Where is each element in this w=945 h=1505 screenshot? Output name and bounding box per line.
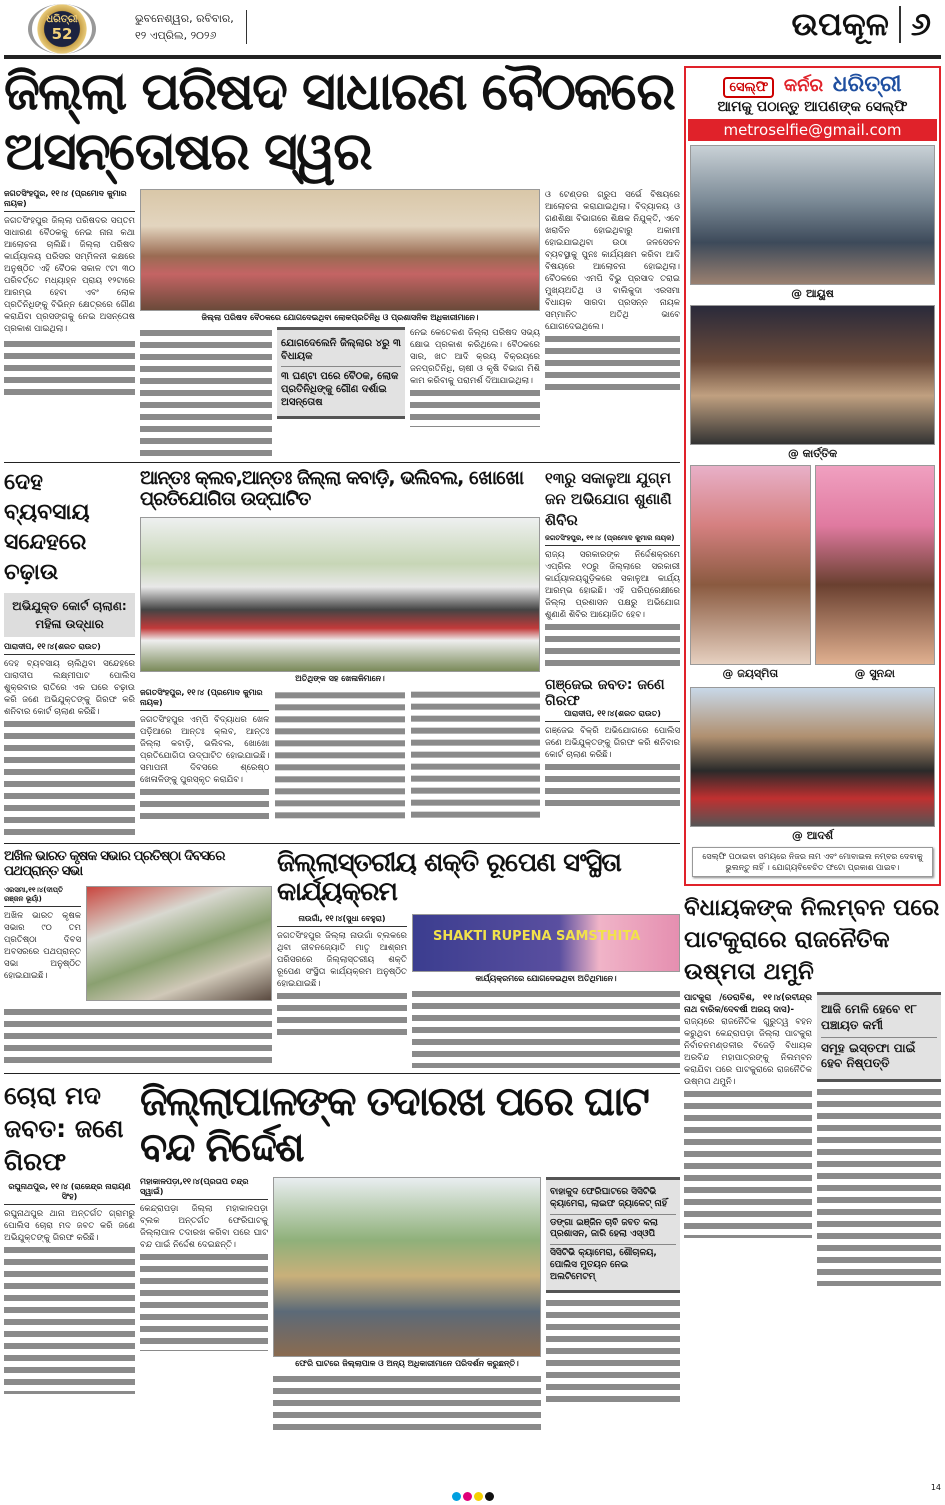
- story-sports-headline: ଆନ୍ତଃ କ୍ଲବ,ଆନ୍ତଃ ଜିଲ୍ଲା କବାଡ଼ି, ଭଲିବଲ, ଖୋଖୋ ପ୍ରତିଯୋଗିତା ଉଦ୍‌ଘାଟିତ: [140, 466, 524, 511]
- lead-col3: [410, 327, 540, 427]
- story-byline: ଜଗତସିଂହପୁର, ୧୧।୪ (ପ୍ରମୋଦ କୁମାର ନାୟକ): [140, 688, 269, 711]
- masthead-logo: [28, 4, 96, 54]
- selfie-brand-left: ସେଲ୍ଫି: [723, 77, 774, 98]
- story-body: ରାଜ୍ୟରେ ରାଜନୈତିକ ଗୁରୁତ୍ୱ ବହନ କରୁଥିବା କେନ୍ଦ୍ରାପଡ଼ା ଜିଲ୍ଲା ପାଟକୁରା ନିର୍ବାଚନମଣ୍ଡଳୀର ବିଜେଡ଼ି ବିଧାୟକ ଅରବିନ୍ଦ ମହାପାତ୍ରଙ୍କୁ ନିଲମ୍ବନ କରାଯିବା ପରେ ପାଟକୁରାରେ ରାଜନୈତିକ ଉଷ୍ମତା ଥମୁନି।: [684, 1017, 812, 1088]
- selfie-brand: [686, 68, 939, 97]
- shakti-caption: କାର୍ଯ୍ୟକ୍ରମରେ ଯୋଗଦେଇଥିବା ଅତିଥିମାନେ।: [475, 974, 617, 984]
- text-lines: [4, 1006, 272, 1066]
- ghat-caption: ଫେରି ଘାଟରେ ଜିଲ୍ଲାପାଳ ଓ ଅନ୍ୟ ଅଧିକାରୀମାନେ ପରିଦର୍ଶନ କରୁଛନ୍ତି।: [295, 1359, 519, 1369]
- story-grievance: [545, 468, 680, 811]
- story-headline: ୧୩ରୁ ସକାଳୁଆ ଯୁଗ୍ମ ଜନ ଅଭିଯୋଗ ଶୁଣାଣି ଶିବିର: [545, 468, 672, 529]
- text-lines: [545, 761, 680, 811]
- story-liquor: [4, 1079, 135, 1394]
- text-lines: [273, 1373, 541, 1433]
- shakti-photo: [412, 914, 680, 972]
- sports-body: [140, 688, 540, 821]
- right-column: [684, 66, 941, 1286]
- story-subhead: ଅଭିଯୁକ୍ତ କୋର୍ଟ ଚାଲାଣ: ମହିଳା ଉଦ୍ଧାର: [4, 593, 135, 637]
- story-krushak: [4, 849, 272, 1066]
- patkura-highlights: [817, 992, 941, 1081]
- lead-story: [4, 189, 680, 457]
- text-lines: [410, 387, 540, 427]
- story-byline: ଏରସମା,୧୧।୪(ଦୀପ୍ତି ରଞ୍ଜନ ଭୂୟାଁ): [4, 886, 81, 907]
- story-byline: ପାଟକୁରା /ଡେରାବିଶ, ୧୧।୪(ରବୀନ୍ଦ୍ର ନାଥ ବାରିକ/ଦେବର୍ଷୀ ଅଜୟ ଦାସ)-: [684, 993, 812, 1016]
- logo-years: 52: [51, 25, 73, 43]
- story-byline: ପାରାଦୀପ, ୧୧।୪(ଶରତ ରାଉତ): [545, 709, 680, 722]
- selfie-photo: [690, 145, 935, 285]
- story-byline: ରଘୁନାଥପୁର, ୧୧।୪ (ରାଜେନ୍ଦ୍ର ନାରାୟଣ ସିଂହ): [4, 1182, 135, 1205]
- story-ghat: [140, 1079, 680, 1433]
- selfie-photo: [690, 465, 811, 665]
- lead-caption: ଜିଲ୍ଲା ପରିଷଦ ବୈଠକରେ ଯୋଗଦେଇଥିବା ଲୋକପ୍ରତିନିଧି ଓ ପ୍ରଶାସନିକ ଅଧିକାରୀମାନେ।: [201, 312, 479, 322]
- ghat-photo: [273, 1177, 541, 1357]
- lead-col1: [4, 189, 135, 398]
- lead-col4: [545, 189, 680, 393]
- lead-highlights: [277, 327, 405, 419]
- text-lines: [412, 988, 680, 1068]
- selfie-caption: @ ଆଦର୍ଶ: [791, 829, 834, 842]
- lead-body: ଓ ଟେଣ୍ଡର ଗ୍ରୁପ ସର୍ଭେ ବିଷୟରେ ଆଲୋଚନା କରାଯାଇଥିଲା। ବିଦ୍ୟାଳୟ ଓ ଗଣଶିକ୍ଷା ବିଭାଗରେ ଶିକ୍ଷକ ନିଯୁକ୍ତି, ଏବେ ଖରାଦିନ ହୋଇଥିବାରୁ ଅକାମୀ ହୋଇଯାଇଥିବା ଉଠା ଜଳସେଚନ ବ୍ୟବସ୍ଥାକୁ ପୁନଃ କାର୍ଯ୍ୟକ୍ଷମ କରିବା ଆଦି ବିଷୟରେ ଆଲୋଚନା ହୋଇଥିଲା। ବୈଠକରେ ଏମପି ବିଭୁ ପ୍ରସାଦ ତରାଇ ମୁଖ୍ୟଅତିଥି ଓ ବାଲିକୁଦା ଏରସମା ବିଧାୟକ ସାରଦା ପ୍ରସନ୍ନ ନାୟକ ସମ୍ମାନିତ ଅତିଥି ଭାବେ ଯୋଗଦେଇଥିଲେ।: [545, 189, 680, 332]
- shakti-banner: SHAKTI RUPENA SAMSTHITA: [433, 929, 641, 945]
- text-lines: [817, 1086, 941, 1286]
- selfie-caption: @ ଆୟୁଷ: [791, 287, 834, 300]
- story-body: ଦେହ ବ୍ୟବସାୟ ଚାଲିଥିବା ସନ୍ଦେହରେ ପାରାଦୀପ ଲକ୍ଷ୍ମୀପାଟ ପୋଲିସ ଶୁକ୍ରବାର ରାତିରେ ଏକ ଘରେ ଚଢ଼ାଉ କରି ଜଣେ ଅଭିଯୁକ୍ତଙ୍କୁ ଗିରଫ କରି ଶନିବାର କୋର୍ଟ ଚାଲାଣ କରିଛି।: [4, 658, 135, 717]
- text-lines: [545, 621, 680, 671]
- story-patkura-headline: ବିଧାୟକଙ୍କ ନିଲମ୍ବନ ପରେ ପାଟକୁରାରେ ରାଜନୈତିକ ଉଷ୍ମତା ଥମୁନି: [684, 895, 940, 986]
- story-byline: ମହାକାଳପଡ଼ା,୧୧।୪(ପ୍ରତାପ ଚନ୍ଦ୍ର ସ୍ୱାଇଁ): [140, 1177, 268, 1200]
- page-number: ୬: [910, 5, 931, 43]
- selfie-brand-mid: କର୍ନର: [783, 75, 824, 96]
- selfie-tagline: ଆମକୁ ପଠାନ୍ତୁ ଆପଣଙ୍କ ସେଲ୍ଫି: [717, 99, 908, 115]
- shakti-byline: ନାଉଗାଁ, ୧୧।୪(ସୁଧା ବେହୁରା): [277, 914, 407, 927]
- selfie-caption: @ କାର୍ତ୍ତିକ: [787, 447, 838, 460]
- dateline: [135, 10, 247, 44]
- ghat-highlights: [546, 1177, 680, 1293]
- highlight: ଯୋଗଦେଲେନି ଜିଲ୍ଲାର ୪ରୁ ୩ ବିଧାୟକ: [281, 334, 401, 367]
- main-column: [4, 63, 680, 1433]
- selfie-caption: @ ସୁନନ୍ଦା: [854, 667, 895, 680]
- highlight: ଡଙ୍ଗା ଇଞ୍ଜିନ ଚାବି ଜବତ କଲା ପ୍ରଶାସନ, ଜାରି ହେଲା ଏସ୍‌ଓପି: [550, 1215, 676, 1245]
- highlight: ବାହାକୁଦ ଫେରିଘାଟରେ ସିସିଟିଭି କ୍ୟାମେରା, ଲାଇଫ ଜ୍ୟାକେଟ୍ ନାହିଁ: [550, 1184, 676, 1214]
- krushak-photo: [86, 886, 272, 1001]
- sports-photo: [140, 517, 540, 672]
- selfie-email[interactable]: metroselfie@gmail.com: [688, 119, 937, 141]
- lead-headline: ଜିଲ୍ଲା ପରିଷଦ ସାଧାରଣ ବୈଠକରେ ଅସନ୍ତୋଷର ସ୍ୱର: [4, 62, 674, 182]
- shakti-body: [277, 914, 407, 1040]
- story-headline: ଚୋରା ମଦ ଜବତ: ଜଣେ ଗିରଫ: [4, 1081, 124, 1177]
- text-lines: [4, 338, 135, 398]
- selfie-photo: [815, 465, 936, 665]
- text-lines: [684, 1088, 812, 1238]
- selfie-note: ସେଲ୍ଫି ପଠାଇବା ସମୟରେ ନିଜର ନାମ ଏବଂ ମୋବାଇଲ ନମ୍ବର ଦେବାକୁ ଭୁଲନ୍ତୁ ନାହିଁ । ଯୋଗ୍ୟବିବେଚିତ ଫଟୋ ପ୍ରକାଶ ପାଇବ।: [692, 847, 933, 877]
- story-body: ରଘୁନାଥପୁର ଥାନା ଅନ୍ତର୍ଗତ ଗ୍ରାମରୁ ପୋଲିସ ଚୋରା ମଦ ଜବତ କରି ଜଣେ ଅଭିଯୁକ୍ତଙ୍କୁ ଗିରଫ କରିଛି।: [4, 1209, 135, 1244]
- story-body: ଗଞ୍ଜେଇ ବିକ୍ରି ଅଭିଯୋଗରେ ପୋଲିସ ଜଣେ ଅଭିଯୁକ୍ତଙ୍କୁ ଗିରଫ କରି ଶନିବାର କୋର୍ଟ ଚାଲାଣ କରିଛି।: [545, 725, 680, 760]
- section-header: [792, 6, 931, 43]
- sports-caption: ଅତିଥିଙ୍କ ସହ ଖେଳାଳିମାନେ।: [295, 674, 385, 684]
- date: ୧୨ ଏପ୍ରିଲ, ୨୦୨୬: [135, 29, 217, 42]
- story-body: କେନ୍ଦ୍ରାପଡ଼ା ଜିଲ୍ଲା ମହାକାଳପଡ଼ା ବ୍ଲକ ଅନ୍ତର୍ଗତ ଫେରିଘାଟକୁ ଜିଲ୍ଲାପାଳ ତଦାରଖ କରିବା ପରେ ଘାଟ ବନ୍ଦ ପାଇଁ ନିର୍ଦ୍ଦେଶ ଦେଇଛନ୍ତି।: [140, 1204, 268, 1251]
- story-patkura: [684, 992, 941, 1285]
- folio-number: 14: [930, 1483, 941, 1492]
- text-lines: [277, 990, 407, 1040]
- selfie-brand-right: ଧରିତ୍ରୀ: [832, 72, 902, 97]
- highlight: ସିସିଟିଭି କ୍ୟାମେରା, ଶୌଚାଳୟ, ପୋଲିସ ମୁତୟନ ନେଇ ଅଲଟିମେଟମ୍: [550, 1248, 657, 1282]
- text-lines: [140, 327, 272, 457]
- story-body: ଜଗତସିଂହପୁର ଏମ୍‌ପି ବିଦ୍ୟାଧର ଖେଳ ପଡ଼ିଆରେ ଆନ୍ତଃ କ୍ଲବ, ଆନ୍ତଃ ଜିଲ୍ଲା କବାଡ଼ି, ଭଲିବଲ, ଖୋଖୋ ପ୍ରତିଯୋଗିତା ଉଦ୍‌ଘାଟିତ ହୋଇଯାଇଛି। ସମାପନୀ ଦିବସରେ ଶ୍ରେଷ୍ଠ ଖେଳାଳିଙ୍କୁ ପୁରସ୍କୃତ କରାଯିବ।: [140, 715, 270, 786]
- selfie-caption: @ ଜୟସ୍ମିତା: [722, 667, 779, 680]
- registration-marks: [0, 1486, 945, 1505]
- selfie-photo: [690, 305, 935, 445]
- story-flesh-trade: [4, 468, 135, 838]
- selfie-photo: [690, 687, 935, 827]
- story-body: ଜଗତସିଂହପୁର ଜିଲ୍ଲା ନାଉଗାଁ ବ୍ଲକରେ ଥିବା ଜୀବନଜ୍ୟୋତି ମାତୃ ଆଶ୍ରମ ପରିସରରେ ଜିଲ୍ଲାସ୍ତରୀୟ ଶକ୍ତି ରୂପେଣ ସଂସ୍ଥିତା କାର୍ଯ୍ୟକ୍ରମ ଅନୁଷ୍ଠିତ ହୋଇଯାଇଛି।: [277, 931, 407, 990]
- header-rule: [4, 55, 941, 59]
- lead-center: [140, 189, 540, 457]
- logo-text: ଧରିତ୍ରୀ: [46, 14, 78, 25]
- story-headline: ଦେହ ବ୍ୟବସାୟ ସନ୍ଦେହରେ ଚଢ଼ାଉ: [4, 469, 90, 585]
- story-ghat-headline: ଜିଲ୍ଲାପାଳଙ୍କ ତଦାରଖ ପରେ ଘାଟ ବନ୍ଦ ନିର୍ଦ୍ଦେଶ: [140, 1079, 648, 1172]
- text-lines: [4, 718, 135, 838]
- selfie-corner: [684, 66, 941, 886]
- text-lines: [140, 1251, 268, 1351]
- story-byline: ପାରାଦୀପ, ୧୧।୪(ଶରତ ରାଉତ): [4, 642, 135, 655]
- story-body: ରାଜ୍ୟ ସରକାରଙ୍କ ନିର୍ଦ୍ଦେଶକ୍ରମେ ଏପ୍ରିଲ ୧୦ରୁ ଜିଲ୍ଲାରେ ସରକାରୀ କାର୍ଯ୍ୟାଳୟଗୁଡ଼ିକରେ ସକାଳୁଆ କାର୍ଯ୍ୟ ଆରମ୍ଭ ହୋଇଛି। ଏହି ପରିପ୍ରେକ୍ଷୀରେ ଜିଲ୍ଲା ପ୍ରଶାସନ ପକ୍ଷରୁ ଅଭିଯୋଗ ଶୁଣାଣି ଶିବିର ଆୟୋଜିତ ହେବ।: [545, 549, 680, 620]
- text-lines: [4, 1244, 135, 1394]
- highlight: ସମୂହ ଇସ୍ତଫା ପାଇଁ ହେବ ନିଷ୍ପତ୍ତି: [821, 1040, 916, 1071]
- row-3: [4, 843, 680, 1069]
- highlight: ଆଜି ମେଳି ହେବେ ୧୮ ପଞ୍ଚାୟତ କର୍ମୀ: [821, 999, 937, 1037]
- story-shakti: [277, 849, 680, 1069]
- text-lines: [546, 1297, 680, 1407]
- story-krushak-headline: ଅଖିଳ ଭାରତ କୃଷକ ସଭାର ପ୍ରତିଷ୍ଠା ଦିବସରେ ପଥପ୍ରାନ୍ତ ସଭା: [4, 847, 225, 880]
- highlight: ୩ ଘଣ୍ଟା ପରେ ବୈଠକ, ଲୋକ ପ୍ରତିନିଧିଙ୍କୁ ଗୌଣ ଦର୍ଶାଇ ଅସନ୍ତୋଷ: [281, 370, 399, 408]
- section-title: ଉପକୂଳ: [792, 6, 901, 43]
- row-4: [4, 1073, 680, 1433]
- story-sports: [140, 468, 540, 821]
- lead-photo: [140, 189, 540, 311]
- lead-body: ନେଇ କେତେକଣ ଜିଲ୍ଲା ପରିଷଦ ସଭ୍ୟ କ୍ଷୋଭ ପ୍ରକାଶ କରିଥିଲେ। ବୈଠକରେ ସାର, ଖତ ଆଦି କ୍ରୟ ବିକ୍ରୟରେ ଜନପ୍ରତିନିଧି, ଚାଷୀ ଓ କୃଷି ବିଭାଗ ମିଶି କାମ କରିବାକୁ ପରାମର୍ଶ ଦିଆଯାଇଥିଲା।: [410, 327, 540, 386]
- story-byline: ଜଗତସିଂହପୁର, ୧୧।୪ (ପ୍ରମୋଦ କୁମାର ନାୟକ): [545, 534, 680, 546]
- lead-byline: ଜଗତସିଂହପୁର, ୧୧।୪ (ପ୍ରମୋଦ କୁମାର ନାୟକ): [4, 189, 135, 212]
- story-shakti-headline: ଜିଲ୍ଲାସ୍ତରୀୟ ଶକ୍ତି ରୂପେଣ ସଂସ୍ଥିତା କାର୍ଯ୍ୟକ୍ରମ: [277, 847, 621, 908]
- story-headline: ଗଞ୍ଜେଇ ଜବତ: ଜଣେ ଗିରଫ: [545, 676, 665, 709]
- text-lines: [545, 333, 680, 393]
- row-2: [4, 462, 680, 838]
- city-day: ଭୁବନେଶ୍ୱର, ରବିବାର,: [135, 12, 234, 25]
- story-body: ଅଖିଳ ଭାରତ କୃଷକ ସଭାର ୯୦ ତମ ପ୍ରତିଷ୍ଠା ଦିବସ ଅବସରରେ ପଥପ୍ରାନ୍ତ ସଭା ଅନୁଷ୍ଠିତ ହୋଇଯାଇଛି।: [4, 910, 81, 981]
- lead-body: ଜଗତସିଂହପୁର ଜିଲ୍ଲା ପରିଷଦର ସପ୍ତମ ସାଧାରଣ ବୈଠକକୁ ନେଇ ନାନା କଥା ଆଲୋଚନା ଚାଲିଛି। ଜିଲ୍ଲା ପରିଷଦ କାର୍ଯ୍ୟାଳୟ ପରିସର ସମ୍ମିଳନୀ କକ୍ଷରେ ଅନୁଷ୍ଠିତ ଏହି ବୈଠକ ସକାଳ ୯ଟା ୩୦ ପରିବର୍ତ୍ତେ ମଧ୍ୟାହ୍ନ ପ୍ରାୟ ୧୨ଟାରେ ଆରମ୍ଭ ହେବା ଏବଂ ଲୋକ ପ୍ରତିନିଧିଙ୍କୁ ବିଭିନ୍ନ କ୍ଷେତ୍ରରେ ଗୌଣ କରାଯିବା ପ୍ରସଙ୍ଗକୁ ନେଇ ଅସନ୍ତୋଷ ପ୍ରକାଶ ପାଇଥିଲା।: [4, 215, 135, 334]
